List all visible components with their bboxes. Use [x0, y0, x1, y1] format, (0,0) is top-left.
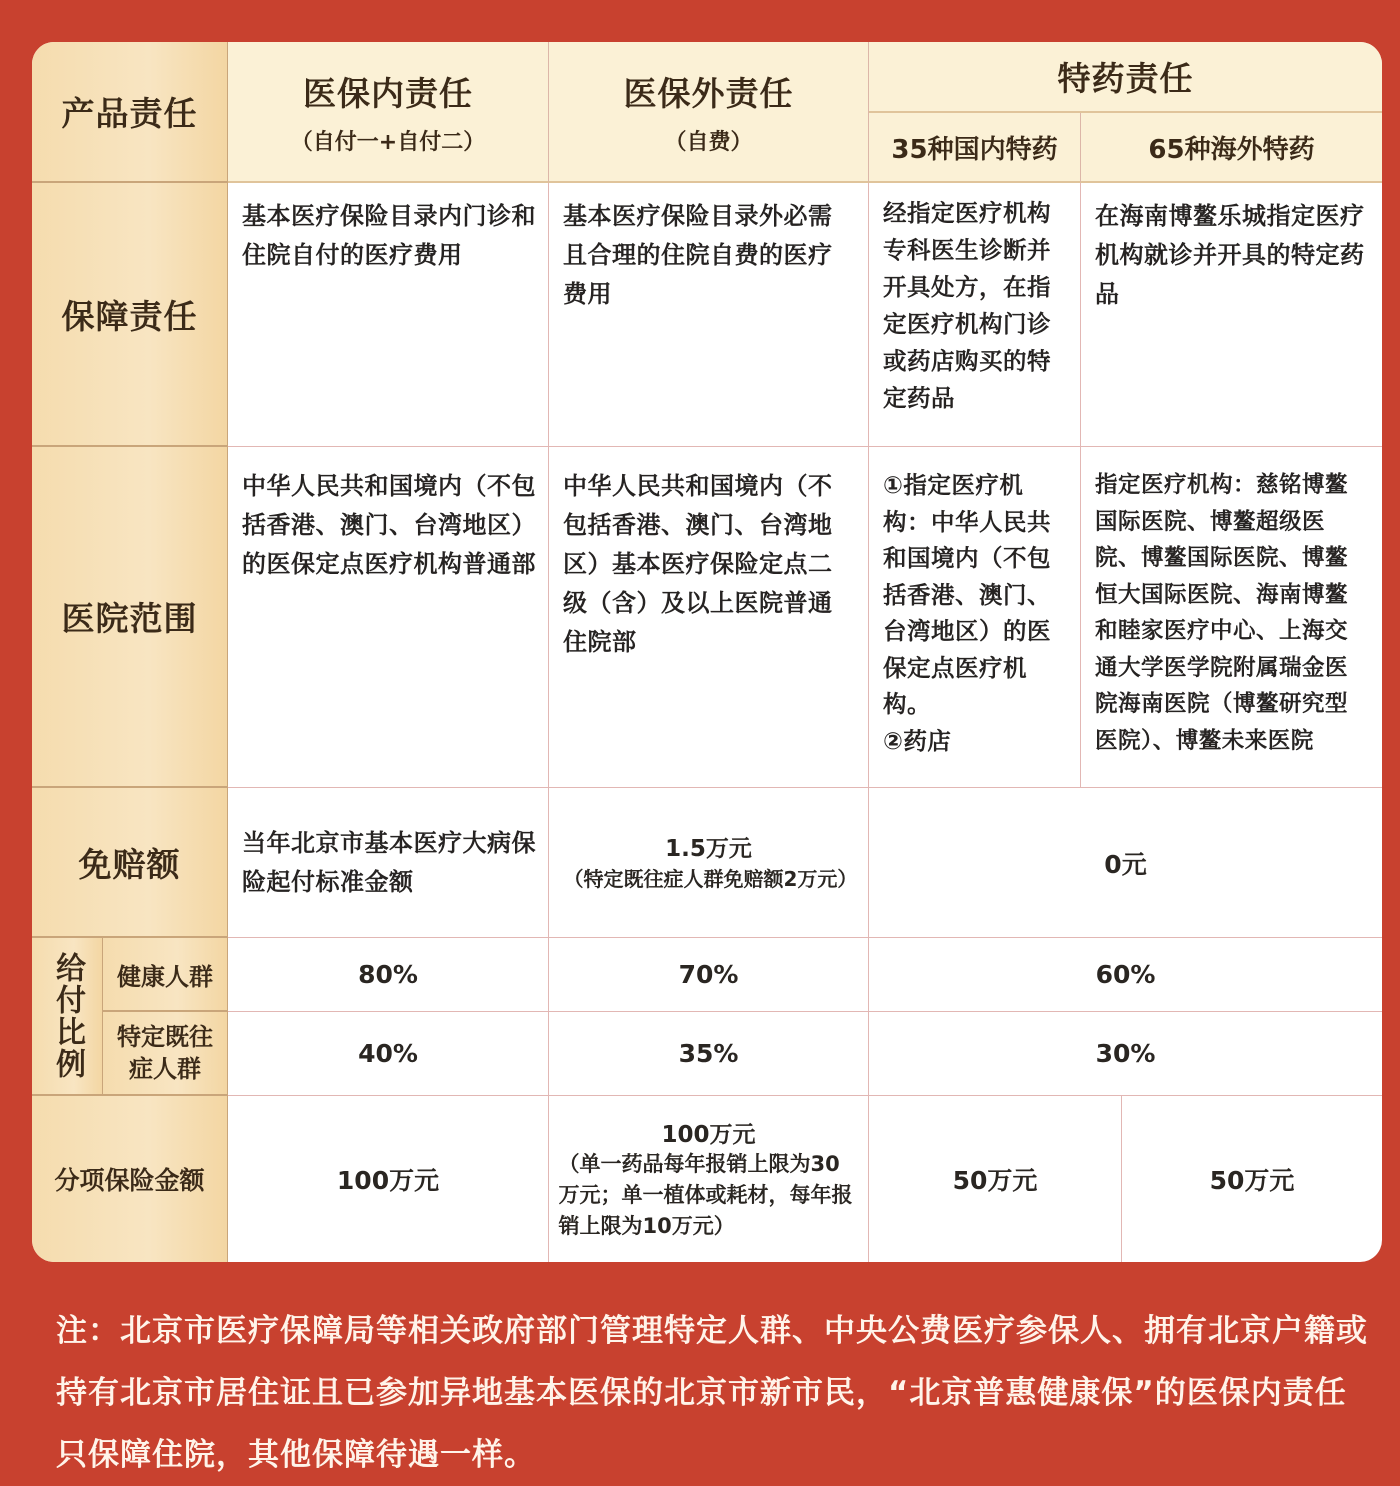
row-label-coverage: [32, 183, 228, 447]
cell-percent: 70%: [678, 960, 739, 989]
row-label: 医院范围: [61, 599, 198, 638]
cell-percent: 40%: [358, 1039, 418, 1068]
cell-deductible-in: [228, 788, 549, 938]
footnote-text: 注：北京市医疗保障局等相关政府部门管理特定人群、中央公费医疗参保人、拥有北京户籍或持有北京市居住证且已参加异地基本医保的北京市新市民，“北京普惠健康保”的医保内责任只保障住院，其他保障待遇一样。: [56, 1313, 1368, 1473]
row-label: 保障责任: [61, 296, 198, 336]
cell-text: 中华人民共和国境内（不包括香港、澳门、台湾地区）的医保定点医疗机构普通部: [242, 472, 536, 578]
header-subtitle: 35种国内特药: [891, 134, 1058, 165]
cell-percent: 30%: [1095, 1039, 1156, 1068]
row-sublabel: 特定既往症人群: [117, 1023, 213, 1083]
cell-sum-domestic: [869, 1096, 1122, 1262]
cell-text: 在海南博鳌乐城指定医疗机构就诊并开具的特定药品: [1095, 202, 1365, 308]
row-label-sum-insured: [32, 1096, 228, 1262]
row-label-payout-ratio: [32, 938, 103, 1096]
row-label-healthy: [103, 938, 228, 1012]
header-subtitle: 65种海外特药: [1148, 134, 1315, 165]
cell-hospitals-overseas: [1081, 447, 1382, 788]
header-title: 医保外责任: [623, 73, 794, 113]
header-overseas-drugs: [1081, 113, 1382, 183]
cell-amount: 50万元: [1209, 1166, 1295, 1195]
header-in-insurance: [228, 42, 549, 183]
row-sublabel: 健康人群: [117, 962, 213, 991]
cell-sum-out: [549, 1096, 869, 1262]
row-label-hospitals: [32, 447, 228, 788]
cell-amount: 100万元: [336, 1166, 440, 1195]
cell-hospitals-in: [228, 447, 549, 788]
row-label-preexisting: [103, 1012, 228, 1096]
cell-sum-in: [228, 1096, 549, 1262]
cell-amount: 1.5万元: [665, 836, 752, 862]
corner-label: 产品责任: [61, 94, 198, 133]
cell-deductible-special: [869, 788, 1382, 938]
header-subtitle: （自付一+自付二）: [290, 129, 486, 155]
cell-coverage-domestic: [869, 183, 1081, 447]
row-label: 免赔额: [78, 844, 181, 884]
cell-deductible-out: [549, 788, 869, 938]
cell-percent: 80%: [358, 960, 418, 989]
cell-coverage-in: [228, 183, 549, 447]
row-label-deductible: [32, 788, 228, 938]
cell-sum-overseas: [1122, 1096, 1382, 1262]
footnote: [56, 1300, 1376, 1486]
cell-note: （特定既往症人群免赔额2万元）: [563, 867, 858, 891]
row-label: 给付比例: [50, 952, 85, 1080]
cell-text: 当年北京市基本医疗大病保险起付标准金额: [242, 828, 536, 896]
cell-hospitals-domestic: [869, 447, 1081, 788]
cell-amount: 50万元: [952, 1166, 1038, 1195]
cell-hospitals-out: [549, 447, 869, 788]
header-subtitle: （自费）: [664, 129, 753, 155]
cell-percent: 60%: [1095, 960, 1156, 989]
cell-text: 基本医疗保险目录内门诊和住院自付的医疗费用: [242, 202, 536, 269]
cell-text: ②药店: [883, 726, 952, 755]
cell-ratio-healthy-in: [228, 938, 549, 1012]
cell-text: 经指定医疗机构专科医生诊断并开具处方，在指定医疗机构门诊或药店购买的特定药品: [883, 199, 1051, 412]
row-label: 分项保险金额: [54, 1166, 205, 1195]
cell-text: 指定医疗机构：慈铭博鳌国际医院、博鳌超级医院、博鳌国际医院、博鳌恒大国际医院、海南博鳌和睦家医疗中心、上海交通大学医学院附属瑞金医院海南医院（博鳌研究型医院）、博鳌未来医院: [1095, 472, 1349, 754]
header-domestic-drugs: [869, 113, 1081, 183]
cell-note: （单一药品每年报销上限为30万元；单一植体或耗材，每年报销上限为10万元）: [558, 1152, 853, 1238]
cell-ratio-healthy-special: [869, 938, 1382, 1012]
header-title: 医保内责任: [303, 73, 473, 113]
benefits-table: [32, 42, 1382, 1262]
cell-percent: 35%: [678, 1039, 739, 1068]
cell-ratio-preexisting-special: [869, 1012, 1382, 1096]
cell-text: 基本医疗保险目录外必需且合理的住院自费的医疗费用: [563, 202, 833, 308]
cell-text: 中华人民共和国境内（不包括香港、澳门、台湾地区）基本医疗保险定点二级（含）及以上医院普通住院部: [563, 472, 833, 656]
cell-ratio-preexisting-out: [549, 1012, 869, 1096]
corner-header: [32, 42, 228, 183]
header-special-drugs: [869, 42, 1382, 113]
cell-amount: 100万元: [661, 1122, 756, 1148]
header-out-insurance: [549, 42, 869, 183]
cell-coverage-out: [549, 183, 869, 447]
cell-ratio-preexisting-in: [228, 1012, 549, 1096]
cell-ratio-healthy-out: [549, 938, 869, 1012]
cell-amount: 0元: [1104, 849, 1147, 879]
header-title: 特药责任: [1057, 59, 1194, 98]
cell-coverage-overseas: [1081, 183, 1382, 447]
cell-text: ①指定医疗机构：中华人民共和国境内（不包括香港、澳门、台湾地区）的医保定点医疗机构。: [883, 471, 1051, 718]
